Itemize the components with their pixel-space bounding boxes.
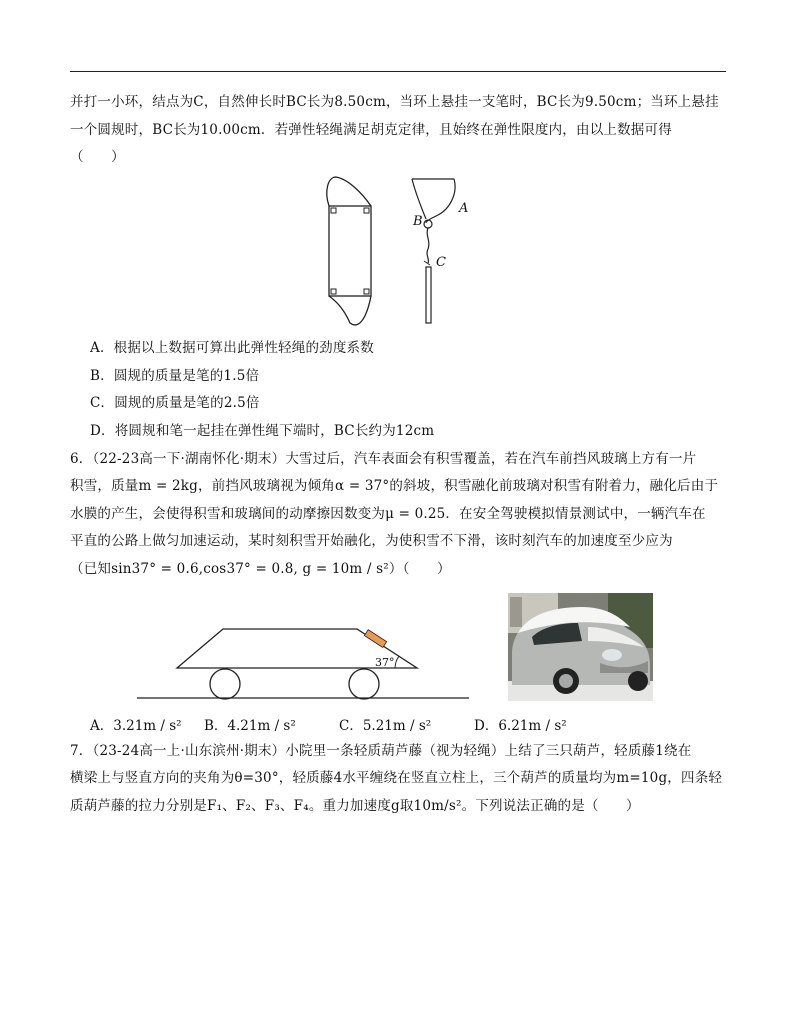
q5-option-b: B．圆规的质量是笔的1.5倍 bbox=[90, 368, 260, 384]
q6-option-b: B．4.21m / s² bbox=[204, 718, 296, 734]
car-diagram bbox=[135, 612, 475, 702]
q5-option-a: A．根据以上数据可算出此弹性轻绳的劲度系数 bbox=[90, 340, 374, 356]
label-a: A bbox=[459, 201, 469, 216]
q5-option-c: C．圆规的质量是笔的2.5倍 bbox=[90, 395, 260, 411]
q7-text-line-1: 7．（23-24高一上·山东滨州·期末）小院里一条轻质葫芦藤（视为轻绳）上结了三只葫芦，轻质藤1绕在 bbox=[70, 743, 692, 759]
angle-label: 37° bbox=[375, 656, 395, 669]
q6-option-c: C．5.21m / s² bbox=[339, 718, 432, 734]
label-b: B bbox=[413, 214, 423, 229]
q5-text-line-1: 并打一小环，结点为C，自然伸长时BC长为8.50cm，当环上悬挂一支笔时，BC长为9.50cm；当环上悬挂 bbox=[70, 94, 719, 110]
q6-text-line-1: 6．（22-23高一下·湖南怀化·期末）大雪过后，汽车表面会有积雪覆盖，若在汽车前挡风玻璃上方有一片 bbox=[70, 451, 697, 467]
q6-text-line-3: 水膜的产生，会使得积雪和玻璃间的动摩擦因数变为μ = 0.25．在安全驾驶模拟情景测试中，一辆汽车在 bbox=[70, 506, 706, 522]
q7-text-line-2: 横梁上与竖直方向的夹角为θ=30°，轻质藤4水平缠绕在竖直立柱上，三个葫芦的质量均为m=10g，四条轻 bbox=[70, 770, 723, 786]
label-c: C bbox=[436, 255, 446, 270]
elastic-cord-figure bbox=[404, 173, 484, 328]
q6-option-d: D．6.21m / s² bbox=[474, 718, 567, 734]
q5-option-d: D．将圆规和笔一起挂在弹性绳下端时，BC长约为12cm bbox=[90, 423, 435, 439]
q6-text-line-2: 积雪，质量m = 2kg，前挡风玻璃视为倾角α = 37°的斜坡，积雪融化前玻璃对积雪有附着力，融化后由于 bbox=[70, 478, 719, 494]
q6-text-line-5: （已知sin37° = 0.6,cos37° = 0.8, g = 10m / s²）（ ） bbox=[70, 561, 451, 577]
q5-text-line-3: （ ） bbox=[70, 149, 125, 165]
snow-car-photo bbox=[508, 593, 653, 701]
header-rule bbox=[70, 71, 726, 72]
q5-text-line-2: 一个圆规时，BC长为10.00cm．若弹性轻绳满足胡克定律，且始终在弹性限度内，由以上数据可得 bbox=[70, 122, 672, 138]
q6-text-line-4: 平直的公路上做匀加速运动，某时刻积雪开始融化，为使积雪不下滑，该时刻汽车的加速度至少应为 bbox=[70, 533, 673, 549]
q6-option-a: A．3.21m / s² bbox=[90, 718, 182, 734]
q7-text-line-3: 质葫芦藤的拉力分别是F₁、F₂、F₃、F₄。重力加速度g取10m/s²。下列说法正确的是（ ） bbox=[70, 798, 640, 814]
pencil-case-figure bbox=[322, 173, 382, 328]
